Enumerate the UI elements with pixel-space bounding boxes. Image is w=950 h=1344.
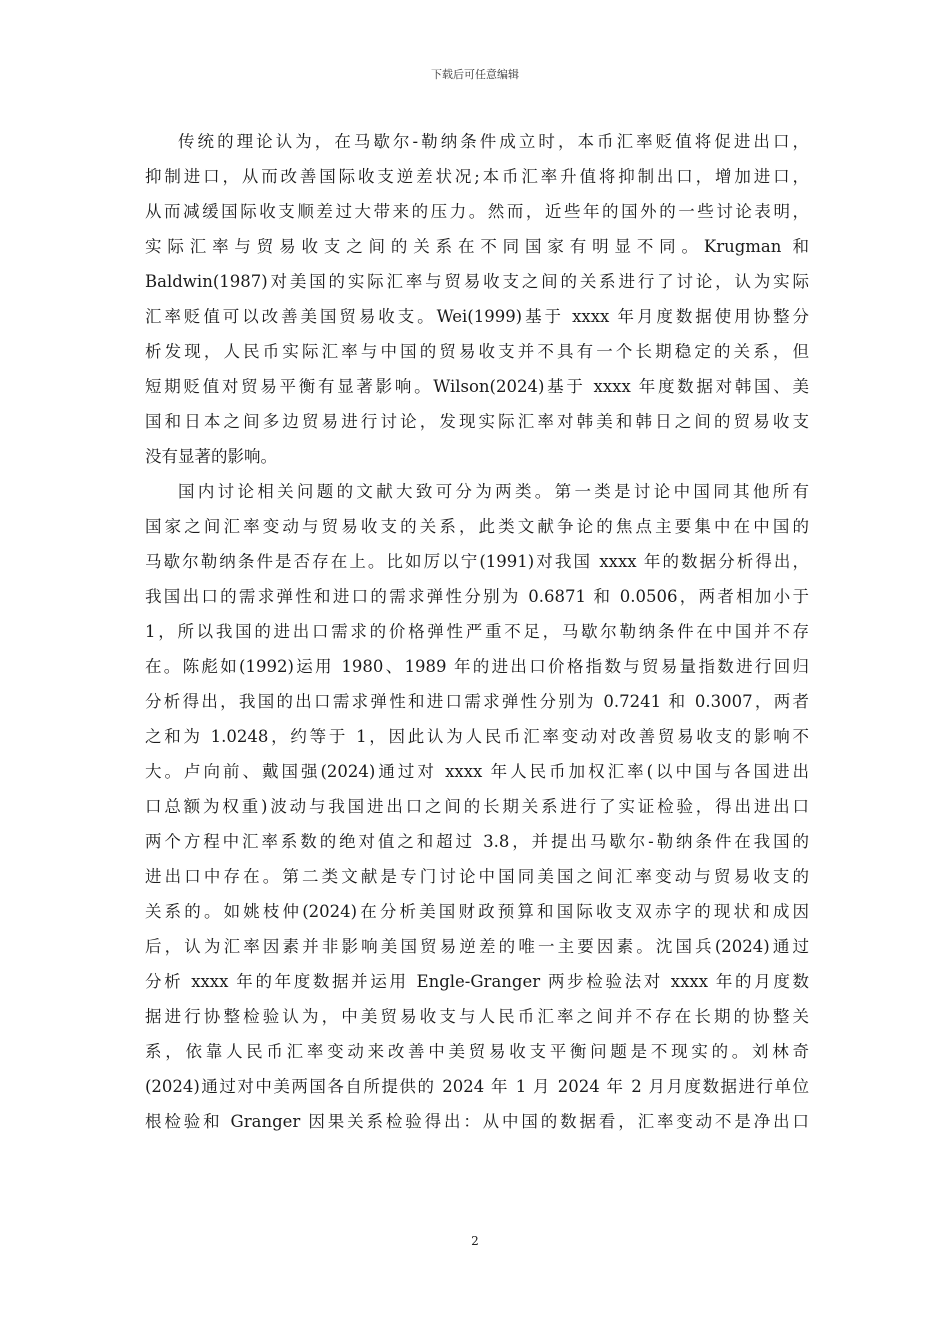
paragraph-line: 抑制进口，从而改善国际收支逆差状况;本币汇率升值将抑制出口，增加进口， [145, 167, 809, 186]
paragraph-line: 后，认为汇率因素并非影响美国贸易逆差的唯一主要因素。沈国兵(2024)通过 [145, 937, 809, 956]
paragraph-line: 在。陈彪如(1992)运用 1980、1989 年的进出口价格指数与贸易量指数进行回归 [145, 657, 809, 676]
paragraph-line: 关系的。如姚枝仲(2024)在分析美国财政预算和国际收支双赤字的现状和成因 [145, 902, 809, 921]
paragraph-line: 口总额为权重)波动与我国进出口之间的长期关系进行了实证检验，得出进出口 [145, 797, 809, 816]
paragraph-line: 系，依靠人民币汇率变动来改善中美贸易收支平衡问题是不现实的。刘林奇 [145, 1042, 809, 1061]
paragraph-2 [145, 474, 809, 1139]
paragraph-line: 国和日本之间多边贸易进行讨论，发现实际汇率对韩美和韩日之间的贸易收支 [145, 412, 809, 431]
paragraph-line: 我国出口的需求弹性和进口的需求弹性分别为 0.6871 和 0.0506，两者相加小于 [145, 587, 809, 606]
paragraph-line: 之和为 1.0248，约等于 1，因此认为人民币汇率变动对改善贸易收支的影响不 [145, 727, 809, 746]
paragraph-line: 根检验和 Granger 因果关系检验得出：从中国的数据看，汇率变动不是净出口 [145, 1112, 809, 1131]
paragraph-line: 分析 xxxx 年的年度数据并运用 Engle-Granger 两步检验法对 xxxx 年的月度数 [145, 972, 809, 991]
paragraph-line: 国内讨论相关问题的文献大致可分为两类。第一类是讨论中国同其他所有 [178, 482, 809, 501]
paragraph-line: 两个方程中汇率系数的绝对值之和超过 3.8，并提出马歇尔-勒纳条件在我国的 [145, 832, 809, 851]
paragraph-line: 没有显著的影响。 [145, 447, 277, 466]
paragraph-line: 传统的理论认为，在马歇尔-勒纳条件成立时，本币汇率贬值将促进出口， [178, 132, 809, 151]
paragraph-line: 实际汇率与贸易收支之间的关系在不同国家有明显不同。Krugman 和 [145, 237, 809, 256]
page-number: 2 [471, 1234, 479, 1248]
paragraph-line: 短期贬值对贸易平衡有显著影响。Wilson(2024)基于 xxxx 年度数据对韩国、美 [145, 377, 809, 396]
paragraph-line: 大。卢向前、戴国强(2024)通过对 xxxx 年人民币加权汇率(以中国与各国进出 [145, 762, 809, 781]
paragraph-line: 据进行协整检验认为，中美贸易收支与人民币汇率之间并不存在长期的协整关 [145, 1007, 809, 1026]
paragraph-line: 国家之间汇率变动与贸易收支的关系，此类文献争论的焦点主要集中在中国的 [145, 517, 809, 536]
paragraph-line: (2024)通过对中美两国各自所提供的 2024 年 1 月 2024 年 2 月月度数据进行单位 [145, 1077, 809, 1096]
paragraph-line: 1，所以我国的进出口需求的价格弹性严重不足，马歇尔勒纳条件在中国并不存 [145, 622, 809, 641]
paragraph-line: 析发现，人民币实际汇率与中国的贸易收支并不具有一个长期稳定的关系，但 [145, 342, 809, 361]
paragraph-line: 汇率贬值可以改善美国贸易收支。Wei(1999)基于 xxxx 年月度数据使用协整分 [145, 307, 809, 326]
page-header-note: 下载后可任意编辑 [431, 68, 519, 81]
paragraph-line: 从而减缓国际收支顺差过大带来的压力。然而，近些年的国外的一些讨论表明， [145, 202, 809, 221]
paragraph-line: Baldwin(1987)对美国的实际汇率与贸易收支之间的关系进行了讨论，认为实际 [145, 272, 809, 291]
paragraph-1 [145, 124, 809, 474]
paragraph-line: 进出口中存在。第二类文献是专门讨论中国同美国之间汇率变动与贸易收支的 [145, 867, 809, 886]
paragraph-line: 马歇尔勒纳条件是否存在上。比如厉以宁(1991)对我国 xxxx 年的数据分析得出， [145, 552, 809, 571]
body-text [145, 124, 809, 1139]
paragraph-line: 分析得出，我国的出口需求弹性和进口需求弹性分别为 0.7241 和 0.3007，两者 [145, 692, 809, 711]
